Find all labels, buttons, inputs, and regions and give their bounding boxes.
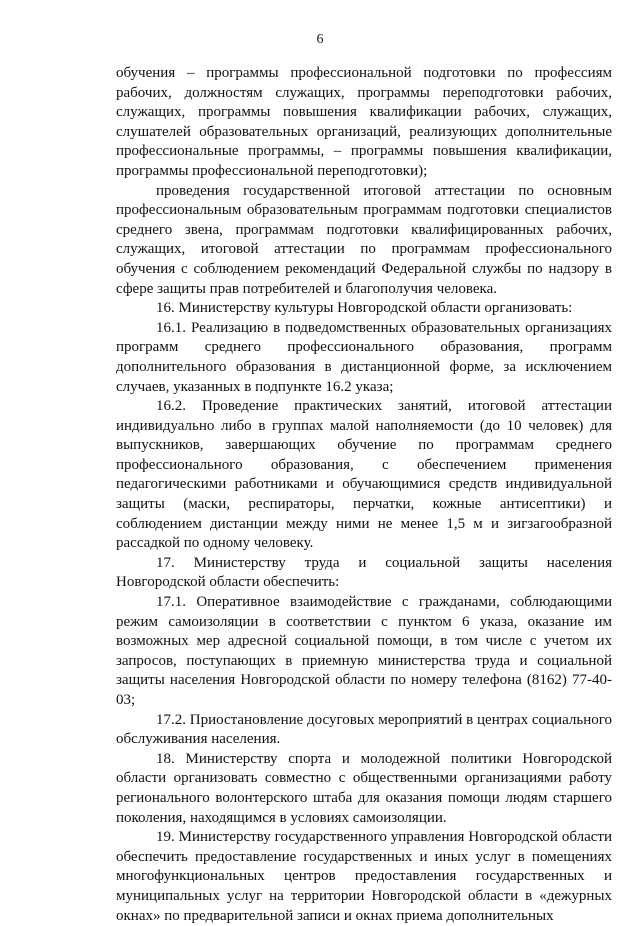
paragraph-17-1: 17.1. Оперативное взаимодействие с гражданами, соблюдающими режим самоизоляции в соответствии с пунктом 6 указа, оказание им возможных мер адресной социальной помощи, в том числе с учетом их запросов, поступающих в приемную министерства труда и социальной защиты населения Новгородской области по номеру телефона (8162) 77-40-03; bbox=[116, 594, 612, 708]
paragraph-continuation: обучения – программы профессиональной подготовки по профессиям рабочих, должностям служащих, программы переподготовки рабочих, служащих, программы повышения квалификации рабочих, служащих, слушателей образовательных организаций, реализующих дополнительные профессиональные программы, – программы повышения квалификации, программы профессиональной переподготовки); bbox=[116, 65, 612, 179]
paragraph-16-2: 16.2. Проведение практических занятий, итоговой аттестации индивидуально либо в группах малой наполняемости (до 10 человек) для выпускников, завершающих обучение по программам среднего профессионального образования, с обеспечением применения педагогическими работниками и обучающимися средств индивидуальной защиты (маски, респираторы, перчатки, кожные антисептики) и соблюдением дистанции между ними не менее 1,5 м и зигзагообразной рассадкой по одному человеку. bbox=[116, 398, 612, 552]
paragraph-17: 17. Министерству труда и социальной защиты населения Новгородской области обеспечить: bbox=[116, 554, 612, 591]
paragraph-18: 18. Министерству спорта и молодежной политики Новгородской области организовать совместно с общественными организациями работу регионального волонтерского штаба для оказания помощи людям старшего поколения, находящимся в условиях самоизоляции. bbox=[116, 750, 612, 826]
paragraph-attestation: проведения государственной итоговой аттестации по основным профессиональным образовательным программам подготовки специалистов среднего звена, программам подготовки квалифицированных рабочих, служащих, итоговой аттестации по программам профессионального обучения с соблюдением рекомендаций Федеральной службы по надзору в сфере защиты прав потребителей и благополучия человека. bbox=[116, 182, 612, 297]
paragraph-19: 19. Министерству государственного управления Новгородской области обеспечить предоставление государственных и иных услуг в помещениях многофункциональных центров предоставления государственных и муниципальных услуг на территории Новгородской области в «дежурных окнах» по предварительной записи и окнах приема дополнительных bbox=[116, 829, 612, 924]
document-body bbox=[116, 64, 612, 926]
paragraph-16: 16. Министерству культуры Новгородской области организовать: bbox=[156, 300, 573, 317]
paragraph-16-1: 16.1. Реализацию в подведомственных образовательных организациях программ среднего профессионального образования, программ дополнительного образования в дистанционной форме, за исключением случаев, указанных в подпункте 16.2 указа; bbox=[116, 319, 612, 395]
page-number: 6 bbox=[316, 32, 324, 47]
paragraph-17-2: 17.2. Приостановление досуговых мероприятий в центрах социального обслуживания населения. bbox=[116, 711, 612, 748]
